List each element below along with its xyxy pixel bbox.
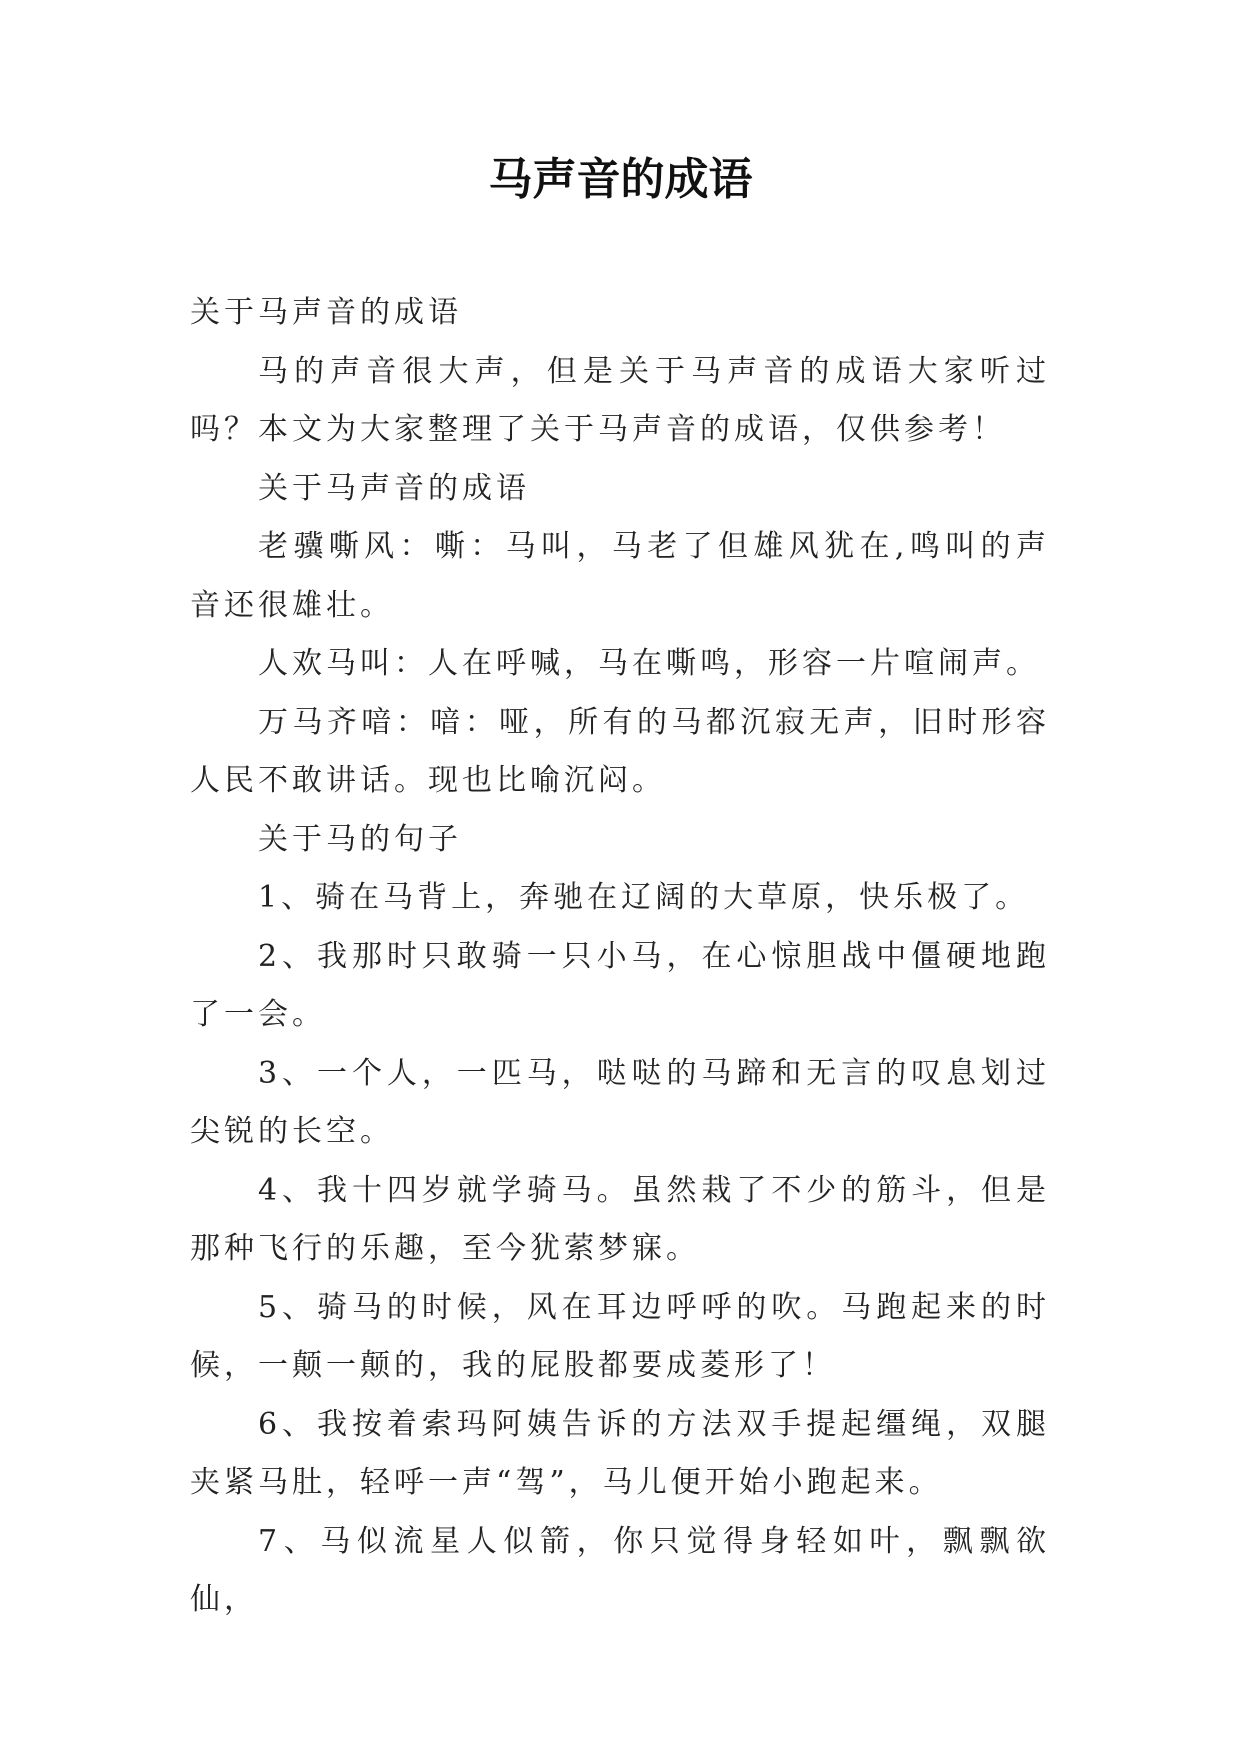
paragraph-idiom: 老骥嘶风：嘶：马叫，马老了但雄风犹在,鸣叫的声音还很雄壮。 <box>190 529 1050 623</box>
paragraph-idiom: 万马齐喑：喑：哑，所有的马都沉寂无声，旧时形容人民不敢讲话。现也比喻沉闷。 <box>190 704 1050 798</box>
paragraph-sentence: 5、骑马的时候，风在耳边呼呼的吹。马跑起来的时候，一颠一颠的，我的屁股都要成菱形了！ <box>190 1289 1050 1383</box>
paragraph-sentence: 3、一个人，一匹马，哒哒的马蹄和无言的叹息划过尖锐的长空。 <box>190 1055 1050 1149</box>
paragraph-section-heading: 关于马声音的成语 <box>190 295 462 330</box>
paragraph-sentence: 1、骑在马背上，奔驰在辽阔的大草原，快乐极了。 <box>258 880 1030 915</box>
document-body <box>190 284 1050 1630</box>
paragraph-sentence: 7、马似流星人似箭，你只觉得身轻如叶，飘飘欲仙， <box>190 1523 1050 1617</box>
document-title: 马声音的成语 <box>488 154 753 205</box>
paragraph-sentence: 6、我按着索玛阿姨告诉的方法双手提起缰绳，双腿夹紧马肚，轻呼一声“驾”，马儿便开始小跑起来。 <box>190 1406 1050 1500</box>
paragraph-idioms-heading: 关于马声音的成语 <box>258 470 530 506</box>
paragraph-intro: 马的声音很大声，但是关于马声音的成语大家听过吗？本文为大家整理了关于马声音的成语，仅供参考！ <box>190 353 1050 447</box>
paragraph-idiom: 人欢马叫：人在呼喊，马在嘶鸣，形容一片喧闹声。 <box>258 646 1040 681</box>
paragraph-sentence: 2、我那时只敢骑一只小马，在心惊胆战中僵硬地跑了一会。 <box>190 938 1050 1032</box>
paragraph-sentences-heading: 关于马的句子 <box>258 821 462 857</box>
paragraph-sentence: 4、我十四岁就学骑马。虽然栽了不少的筋斗，但是那种飞行的乐趣，至今犹萦梦寐。 <box>190 1172 1050 1266</box>
